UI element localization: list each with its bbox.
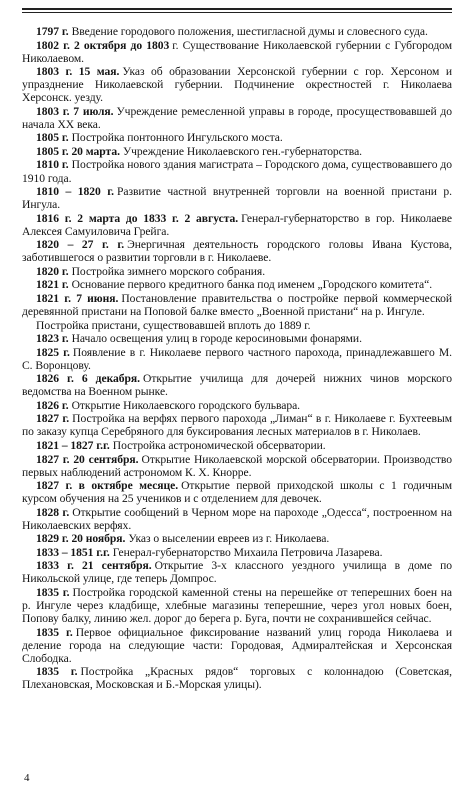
entry-date: 1805 г. — [36, 131, 69, 145]
entry-text: Открытие училища для дочерей нижних чинов морского ведомства на Военном рынке. — [22, 372, 452, 399]
entry-date: 1833 – 1851 г.г. — [36, 545, 110, 559]
chronology-entry — [22, 145, 452, 158]
entry-text: Открытие сообщений в Черном море на пароходе „Одесса“, построенном на Николаевских верфях. — [22, 505, 453, 532]
chronology-entry — [22, 39, 452, 65]
chronology-entry — [22, 319, 452, 332]
entry-text: Открытие 3-х классного уездного училища в доме по Никольской улице, где теперь Домпрос. — [22, 559, 452, 586]
chronology-entry — [22, 25, 452, 38]
chronology-entry — [22, 399, 452, 412]
entry-date: 1835 г. — [36, 665, 78, 679]
entry-date: 1827 г. в октябре месяце. — [36, 479, 179, 493]
entry-date: 1826 г. 6 декабря. — [36, 372, 140, 386]
entry-text: Указ об образовании Херсонской губернии с гор. Херсоном и упразднение Николаевской губернии. Подчинение окрестностей г. Николаева Херсонск. уезду. — [22, 65, 452, 105]
entry-text: Введение городового положения, шестигласной думы и словесного суда. — [71, 25, 428, 38]
chronology-entry — [22, 158, 452, 184]
chronology-entry — [22, 185, 452, 211]
entry-date: 1825 г. — [36, 345, 70, 359]
chronology-entry — [22, 453, 452, 479]
chronology-entry — [22, 559, 452, 585]
chronology-entry — [22, 372, 452, 398]
chronology-entry — [22, 546, 452, 559]
entry-text: Постройка нового здания магистрата – Городского дома, существовавшего до 1910 года. — [22, 158, 452, 185]
chronology-entry — [22, 131, 452, 144]
header-rule — [22, 8, 452, 10]
entry-text: Энергичная деятельность городского головы Ивана Кустова, заботившегося о развитии торговли в г. Николаеве. — [22, 238, 452, 265]
entry-date: 1797 г. — [36, 25, 69, 38]
entry-text: Генерал-губернаторство в гор. Николаеве Алексея Самуиловича Грейга. — [22, 211, 452, 238]
entry-date: 1823 г. — [36, 332, 69, 346]
entry-text: Постройка понтонного Ингульского моста. — [71, 131, 283, 145]
entry-text: Постройка астрономической обсерватории. — [112, 438, 326, 452]
entry-date: 1833 г. 21 сентября. — [36, 559, 152, 573]
entry-date: 1805 г. 20 марта. — [36, 144, 120, 158]
entry-date: 1810 г. — [36, 158, 69, 172]
chronology-entry — [22, 105, 452, 131]
entry-date: 1821 г. 7 июня. — [36, 291, 119, 305]
chronology-entry — [22, 265, 452, 278]
chronology-entry — [22, 278, 452, 291]
entry-date: 1828 г. — [36, 505, 70, 519]
entry-date: 1821 – 1827 г.г. — [36, 438, 110, 452]
entry-text: Постройка зимнего морского собрания. — [71, 264, 266, 278]
chronology-entry — [22, 665, 452, 691]
entry-date: 1835 г. — [36, 585, 70, 599]
entry-text: Учреждение ремесленной управы в городе, просуществовавшей до начала XX века. — [22, 104, 452, 131]
chronology-entry — [22, 292, 452, 318]
chronology-entry — [22, 346, 452, 372]
document-page — [22, 8, 452, 692]
chronology-entry — [22, 532, 452, 545]
entry-text: г. Существование Николаевской губернии с Губгородом Николаевом. — [22, 38, 452, 65]
entry-date: 1829 г. 20 ноября. — [36, 532, 126, 546]
entry-date: 1803 г. 15 мая. — [36, 65, 120, 79]
entry-text: Открытие первой приходской школы с 1 годичным курсом обучения на 25 учеников и с отделением для девочек. — [22, 479, 452, 506]
entry-text: Постройка на верфях первого парохода „Лиман“ в г. Николаеве г. Бухтеевым по заказу купца Серебряного для буксирования лесных материалов в г. Николаев. — [22, 412, 452, 439]
entry-text: Постройка пристани, существовавшей вплоть до 1889 г. — [36, 318, 311, 332]
entry-text: Постановление правительства о постройке первой коммерческой деревянной пристани на Поповой балке вместо „Военной пристани“ на р. Ингуле. — [22, 291, 452, 318]
chronology-entry — [22, 212, 452, 238]
chronology-list — [22, 25, 452, 691]
entry-text: Постройка городской каменной стены на перешейке от теперешних боен на р. Ингуле через кладбище, хлебные магазины теперешние, через угол новых боен, Попову балку, линию жел. дорог до берега р. Буга, почти не сохранившейся сейчас. — [22, 585, 453, 626]
entry-text: Генерал-губернаторство Михаила Петровича Лазарева. — [112, 545, 383, 559]
entry-text: Открытие Николаевского городского бульвара. — [71, 398, 301, 412]
chronology-entry — [22, 412, 452, 438]
entry-date: 1820 – 27 г. г. — [36, 238, 125, 252]
entry-date: 1827 г. — [36, 412, 70, 426]
page-number: 4 — [24, 772, 30, 784]
entry-date: 1827 г. 20 сентября. — [36, 452, 139, 466]
entry-date: 1821 г. — [36, 278, 69, 292]
header-rule-thin — [22, 12, 452, 13]
entry-date: 1810 – 1820 г. — [36, 185, 114, 199]
entry-text: Основание первого кредитного банка под именем „Городского комитета“. — [71, 278, 433, 292]
entry-text: Учреждение Николаевского ген.-губернаторства. — [122, 144, 363, 158]
chronology-entry — [22, 439, 452, 452]
entry-date: 1826 г. — [36, 398, 69, 412]
entry-date: 1835 г. — [36, 625, 73, 639]
entry-text: Указ о выселении евреев из г. Николаева. — [128, 532, 330, 546]
entry-date: 1803 г. 7 июля. — [36, 104, 114, 118]
chronology-entry — [22, 65, 452, 104]
entry-date: 1816 г. 2 марта до 1833 г. 2 августа. — [36, 211, 239, 225]
entry-text: Постройка „Красных рядов“ торговых с колоннадою (Советская, Плехановская, Московская и Б.-Морская улицы). — [22, 665, 452, 692]
chronology-entry — [22, 586, 452, 625]
chronology-entry — [22, 238, 452, 264]
chronology-entry — [22, 332, 452, 345]
chronology-entry — [22, 506, 452, 532]
chronology-entry — [22, 626, 452, 665]
entry-text: Появление в г. Николаеве первого частного парохода, принадлежавшего М. С. Воронцову. — [22, 345, 453, 372]
entry-date: 1820 г. — [36, 264, 69, 278]
entry-text: Начало освещения улиц в городе керосиновыми фонарями. — [71, 332, 362, 346]
entry-date: 1802 г. 2 октября до 1803 — [36, 38, 170, 52]
entry-text: Развитие частной внутренней торговли на военной пристани р. Ингула. — [22, 185, 452, 212]
entry-text: Открытие Николаевской морской обсерватории. Производство первых наблюдений астрономом К. Х. Кнорре. — [22, 452, 452, 479]
entry-text: Первое официальное фиксирование названий улиц города Николаева и деление города на следующие части: Городовая, Адмиралтейская и Херсонская Слободка. — [22, 625, 452, 665]
chronology-entry — [22, 479, 452, 505]
